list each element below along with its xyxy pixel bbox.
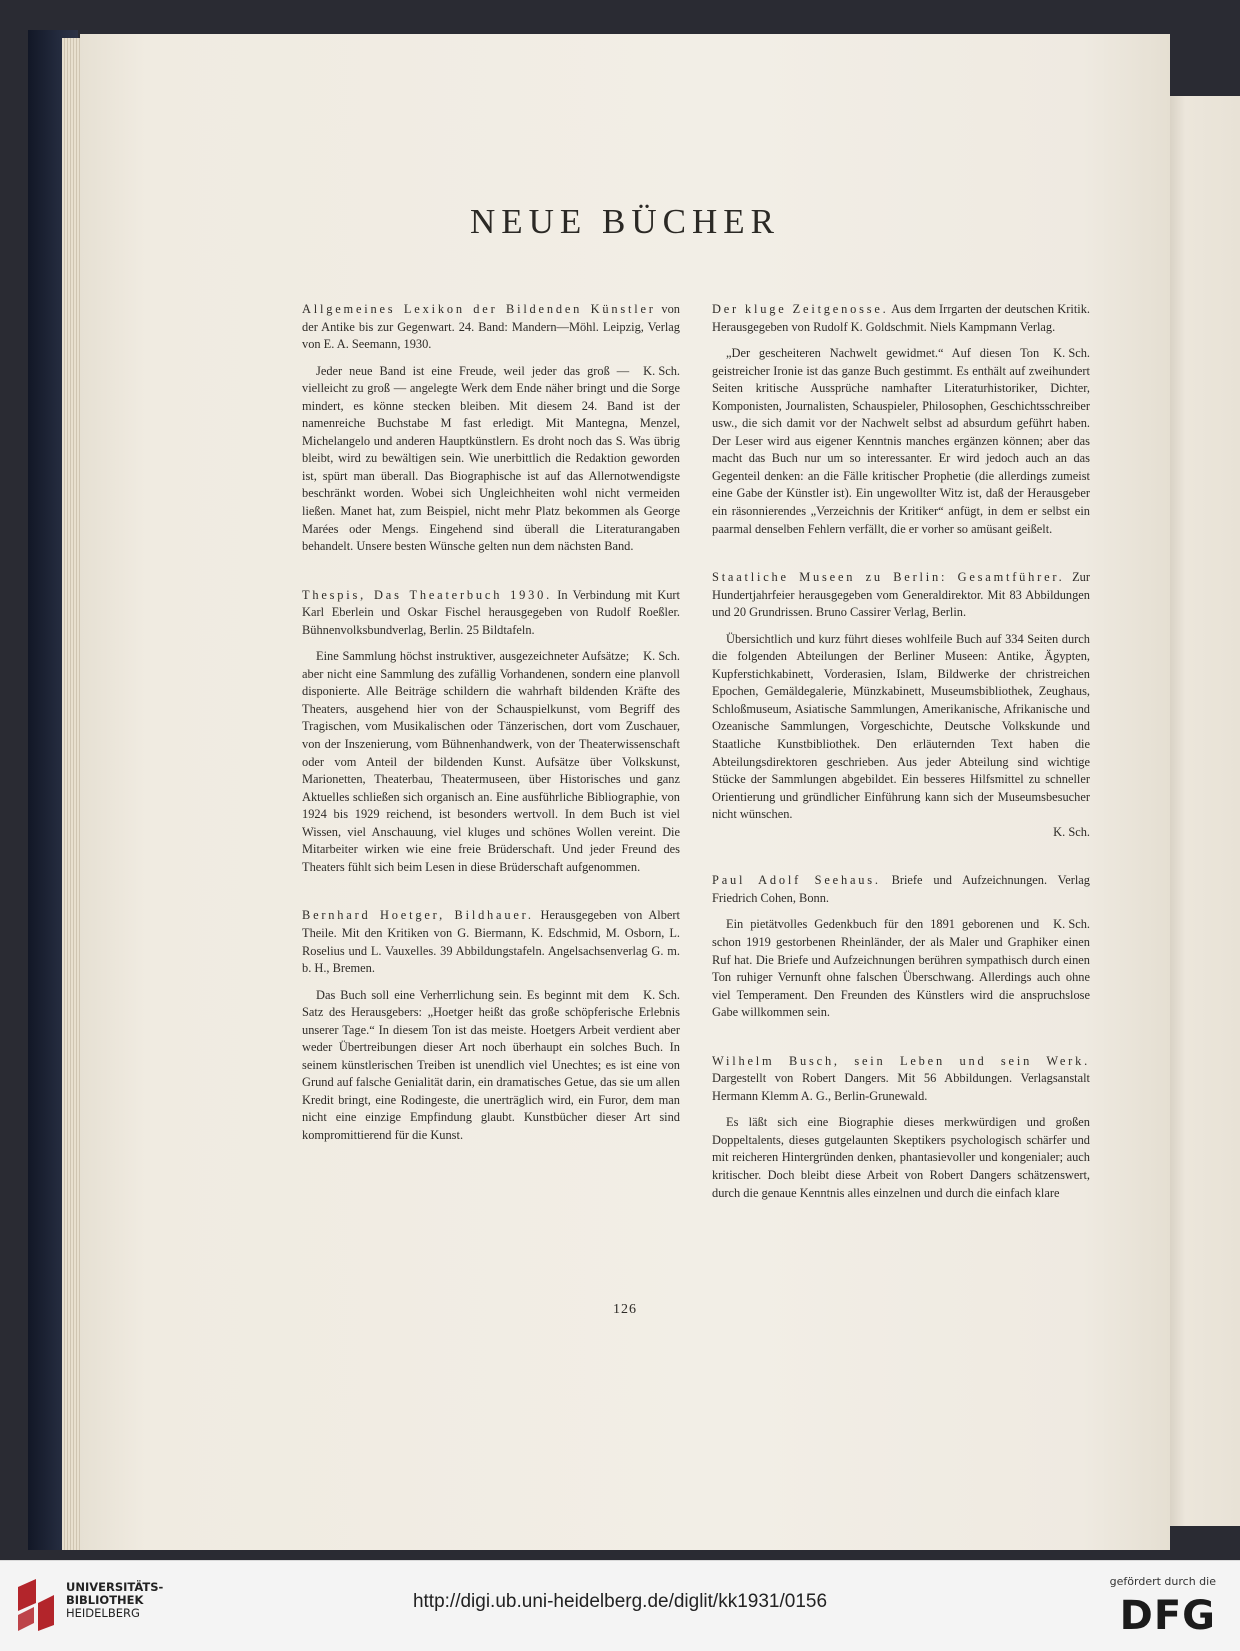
- review-paragraph: Es läßt sich eine Biographie dieses merkwürdigen und großen Doppeltalents, dieses gutgelaunten Skeptikers psychologisch schärfer und mit reicheren Hintergründen denken, phantasievoller und kongenialer; auch kritischer. Doch bleibt diese Arbeit von Robert Dangers schätzenswert, durch die genaue Kenntnis alles einzelnen und durch die einfach klare: [712, 1115, 1090, 1200]
- reviewer-signature: K. Sch.: [1053, 346, 1090, 361]
- bibliographic-entry: [302, 907, 680, 977]
- reviewer-signature: K. Sch.: [643, 987, 680, 1002]
- review-paragraph: Ein pietätvolles Gedenkbuch für den 1891 geborenen und schon 1919 gestorbenen Rheinländer, der als Maler und Graphiker einen Ruf hat. Die Briefe und Aufzeichnungen berühren sympathisch durch einen Ton ruhiger Vernunft ohne falschen Überschwang. Allerdings auch ohne viel Temperament. Den Freunden des Künstlers wird die anspruchslose Gabe willkommen sein.: [712, 917, 1090, 1020]
- review-paragraph: Übersichtlich und kurz führt dieses wohlfeile Buch auf 334 Seiten durch die folgenden Abteilungen der Berliner Museen: Antike, Ägypten, Kupferstichkabinett, Vorderasien, Islam, Bildwerke der christreichen Epochen, Gemäldegalerie, Münzkabinett, Museumsbibliothek, Zeughaus, Schloßmuseum, Asiatische Sammlungen, Amerikanische, Afrikanische und Ozeanische Sammlungen, Vorgeschichte, Deutsche Volkskunde und Staatliche Kunstbibliothek. Den erläuternden Text haben die Abteilungsdirektoren geschrieben. Aus jeder Abteilung sind wichtige Stücke der Sammlungen abgebildet. Ein besseres Hilfsmittel zu schneller Orientierung und gründlicher Einführung kann sich der Museumsbesucher nicht wünschen.: [712, 631, 1090, 822]
- review-entry: [302, 301, 680, 556]
- bibliographic-entry: [302, 301, 680, 354]
- publication-details: In Verbindung mit Kurt Karl Eberlein und Oskar Fischel herausgegeben von Rudolf Roeßler. Bühnenvolksbundverlag, Berlin. 25 Bildtafeln.: [302, 587, 680, 637]
- review-text: [712, 345, 1090, 538]
- publication-details: Aus dem Irrgarten der deutschen Kritik. Herausgegeben von Rudolf K. Goldschmit. Niels Kampmann Verlag.: [712, 302, 1090, 334]
- publication-details: von der Antike bis zur Gegenwart. 24. Band: Mandern—Möhl. Leipzig, Verlag von E. A. Seemann, 1930.: [302, 302, 680, 352]
- facing-page-edge: [1162, 96, 1240, 1526]
- bibliographic-entry: [712, 1053, 1090, 1106]
- review-entry: [302, 587, 680, 877]
- review-entry: [302, 907, 680, 1144]
- review-text: [712, 916, 1090, 1021]
- reviewer-signature: K. Sch.: [643, 649, 680, 664]
- publication-details: Herausgegeben von Albert Theile. Mit den Kritiken von G. Biermann, K. Edschmid, M. Osborn, L. Roselius und L. Vauxelles. 39 Abbildungstafeln. Angelsachsenverlag G. m. b. H., Bremen.: [302, 908, 680, 976]
- book-title: Paul Adolf Seehaus.: [712, 873, 881, 888]
- review-paragraph: Eine Sammlung höchst instruktiver, ausgezeichneter Aufsätze; aber nicht eine Sammlung des zufällig Vorhandenen, sondern eine planvoll disponierte. Alle Beiträge schildern die wahrhaft bildenden Kräfte des Theaters, ausgehend hier von der Schauspielkunst, vom Begriff des Tragischen, vom Musikalischen oder Tänzerischen, dort vom Zuschauer, von der Inszenierung, vom Bühnenhandwerk, von der Theaterwissenschaft oder vom Anteil der bildenden Kunst. Aufsätze über Volkskunst, Marionetten, Theaterbau, Theatermuseen, über Historisches und ganz Aktuelles schließen sich organisch an. Eine ausführliche Bibliographie, von 1924 bis 1929 reichend, ist besonders wertvoll. In dem Buch ist viel Wissen, viel Anschauung, viel kluges und schönes Wollen vereint. Die Mitarbeiter wirken wie eine freie Brüderschaft. Und jeder Freund des Theaters fühlt sich beim Lesen in diese Brüderschaft aufgenommen.: [302, 649, 680, 874]
- page-number: 126: [613, 1302, 637, 1317]
- reviewer-signature: K. Sch.: [643, 363, 680, 378]
- left-column: [302, 301, 680, 1176]
- review-text: [302, 987, 680, 1145]
- bibliographic-entry: [712, 569, 1090, 622]
- publication-details: Dargestellt von Robert Dangers. Mit 56 Abbildungen. Verlagsanstalt Hermann Klemm A. G., Berlin-Grunewald.: [712, 1071, 1090, 1103]
- book-title: Der kluge Zeitgenosse.: [712, 302, 889, 316]
- publication-details: Zur Hundertjahrfeier herausgegeben vom Generaldirektor. Mit 83 Abbildungen und 20 Grundrissen. Bruno Cassirer Verlag, Berlin.: [712, 570, 1090, 620]
- bibliographic-entry: [302, 587, 680, 640]
- publication-details: Briefe und Aufzeichnungen. Verlag Friedrich Cohen, Bonn.: [712, 873, 1090, 905]
- review-paragraph: „Der gescheiteren Nachwelt gewidmet.“ Auf diesen Ton geistreicher Ironie ist das ganze Buch gestimmt. Es enthält auf zweihundert Seiten kritische Aussprüche namhafter Literaturhistoriker, Dichter, Komponisten, Journalisten, Schauspieler, Philosophen, Geschichtsschreiber usw., die sich damit vor der Nachwelt selbst ad absurdum geführt haben. Der Leser wird aus eigener Kenntnis manches ergänzen können; aber das macht das Buch nur um so interessanter. Er wird jedoch auch an das Gegenteil denken: an die Fälle kritischer Prophetie (die allerdings zumeist eine Gabe der Künstler ist). Ein ungewollter Witz ist, daß der Herausgeber ein räsonnierendes „Verzeichnis der Kritiker“ anfügt, in dem er selbst ein paarmal denselben Fehlern verfällt, die er vorher so amüsant geißelt.: [712, 346, 1090, 536]
- dfg-logo: DFG: [1119, 1593, 1216, 1639]
- book-title: Staatliche Museen zu Berlin: Gesamtführer.: [712, 570, 1065, 585]
- library-name-line: BIBLIOTHEK: [66, 1593, 144, 1607]
- book-title: Thespis, Das Theaterbuch 1930.: [302, 587, 553, 602]
- review-text: [302, 363, 680, 556]
- review-entry: [712, 872, 1090, 1021]
- reviewer-signature: K. Sch.: [1053, 824, 1090, 839]
- review-text: [712, 1114, 1090, 1202]
- bibliographic-entry: [712, 872, 1090, 907]
- library-name-line: HEIDELBERG: [66, 1606, 140, 1620]
- bibliographic-entry: [712, 301, 1090, 336]
- review-text: [302, 648, 680, 876]
- permalink-url[interactable]: http://digi.ub.uni-heidelberg.de/diglit/kk1931/0156: [412, 1591, 828, 1612]
- reviewer-signature: K. Sch.: [1053, 917, 1090, 932]
- book-title: Allgemeines Lexikon der Bildenden Künstler: [302, 302, 656, 316]
- book-page: [80, 34, 1170, 1550]
- book-title: Wilhelm Busch, sein Leben und sein Werk.: [712, 1053, 1090, 1068]
- funded-by-label: gefördert durch die: [1109, 1575, 1216, 1588]
- viewer-footer: [0, 1560, 1240, 1651]
- review-text: [712, 631, 1090, 824]
- review-entry: [712, 1053, 1090, 1202]
- review-paragraph: Das Buch soll eine Verherrlichung sein. Es beginnt mit dem Satz des Herausgebers: „Hoetger heißt das große schöpferische Erlebnis unserer Tage.“ In diesem Ton ist das meiste. Hoetgers Arbeit verdient aber weder Übertreibungen dieser Art noch überhaupt ein solches Buch. In seinem künstlerischen Treiben ist unendlich viel Unechtes; es ist eine von Grund auf falsche Genialität darin, ein dramatisches Getue, das sie um allen Kredit bringt, eine Rodingeste, die unerträglich wird, ein Furor, dem man nicht eine einzige Empfindung glaubt. Kunstbücher dieser Art sind kompromittierend für die Kunst.: [302, 987, 680, 1142]
- page-title: NEUE BÜCHER: [469, 202, 781, 241]
- right-column: [712, 301, 1090, 1233]
- review-entry: [712, 301, 1090, 538]
- review-paragraph: Jeder neue Band ist eine Freude, weil jeder das groß — vielleicht zu groß — angelegte Werk dem Ende näher bringt und die Sorge mindert, es könne stecken bleiben. Mit diesem 24. Band ist der namenreiche Buchstabe M fast erledigt. Mit Mantegna, Menzel, Michelangelo und anderen Hauptkünstlern. Es droht noch das S. Was übrig bleibt, wird zu bewältigen sein. Wie unerbittlich die Redaktion geworden ist, spürt man überall. Das Biographische ist auf das Allernotwendigste beschränkt worden. Wobei sich Ungleichheiten wohl nicht vermeiden ließen. Manet hat, zum Beispiel, nicht mehr Platz bekommen als George Marées oder Mengs. Eingehend sind überall die Literaturangaben behandelt. Unsere besten Wünsche gelten nun dem nächsten Band.: [302, 363, 680, 554]
- review-entry: [712, 569, 1090, 841]
- library-name-line: UNIVERSITÄTS-: [66, 1580, 164, 1594]
- book-title: Bernhard Hoetger, Bildhauer.: [302, 908, 534, 923]
